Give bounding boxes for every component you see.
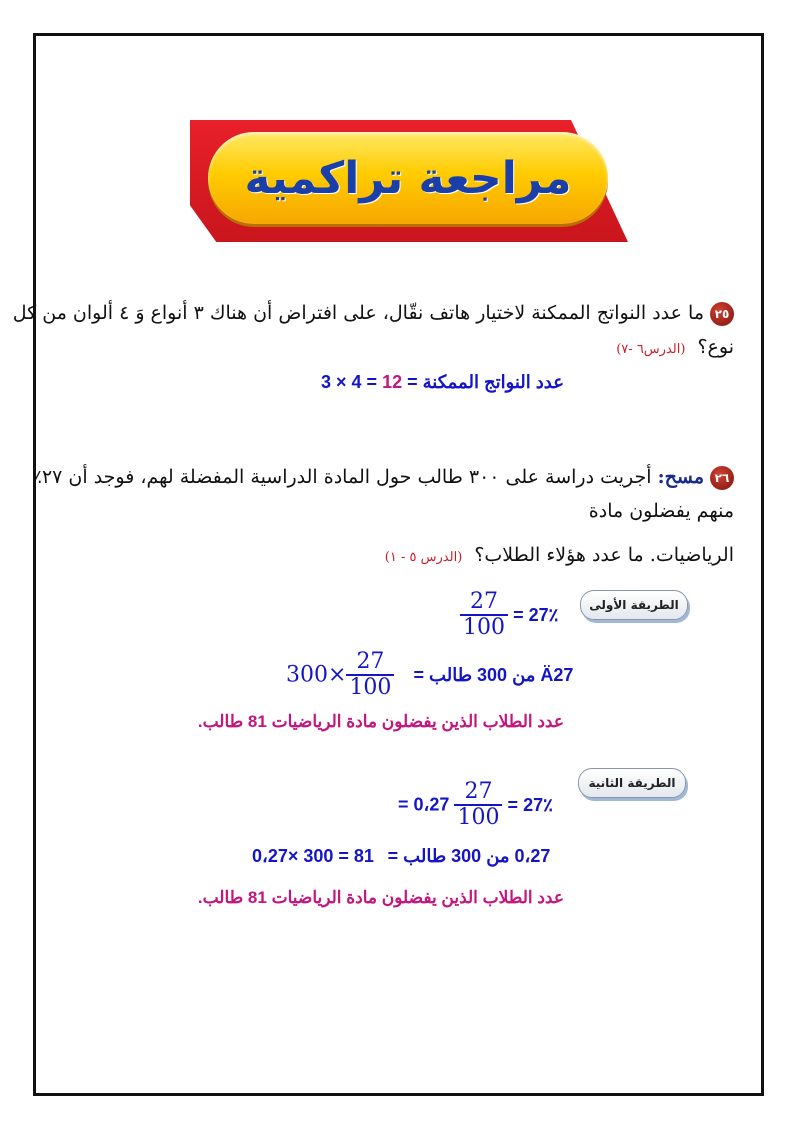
question-25: [0, 296, 734, 367]
step-text: Ä27 من 300 طالب =: [413, 664, 574, 685]
page-title: مراجعة تراكمية: [244, 152, 572, 204]
fraction: [460, 590, 508, 640]
question-text-line2: الرياضيات. ما عدد هؤلاء الطلاب؟: [474, 544, 734, 566]
decimal-value: = 0،27: [398, 794, 450, 815]
question-number-badge: ٢٦: [710, 466, 734, 490]
fraction-denominator: 100: [346, 674, 394, 700]
step-text: 0،27 من 300 طالب =: [387, 846, 551, 866]
multiplier: 300×: [286, 662, 347, 688]
fraction: [346, 650, 394, 700]
method1-step2: [286, 650, 573, 700]
answer-expression: 3 × 4 =: [321, 372, 383, 392]
title-banner: [208, 132, 608, 224]
fraction-numerator: 27: [470, 589, 498, 614]
lesson-reference: (الدرس٦ -٧): [616, 342, 686, 357]
method2-step1: [398, 780, 553, 830]
answer-label: عدد النواتج الممكنة =: [402, 372, 564, 392]
answer-result: 12: [382, 372, 403, 392]
question-text-line1: أجريت دراسة على ٣٠٠ طالب حول المادة الدراسية المفضلة لهم، فوجد أن ٢٧٪ منهم يفضلون مادة: [31, 466, 734, 522]
percent-value: 27٪ =: [513, 604, 559, 625]
question-number-badge: ٢٥: [710, 302, 734, 326]
fraction-numerator: 27: [464, 779, 493, 804]
method1-conclusion: عدد الطلاب الذين يفضلون مادة الرياضيات 81 طالب.: [197, 712, 564, 731]
fraction: [454, 780, 502, 830]
percent-value: 27٪ =: [507, 794, 553, 815]
method1-step1: [460, 590, 558, 640]
fraction-denominator: 100: [454, 804, 502, 830]
fraction-numerator: 27: [356, 649, 385, 674]
method-1-label: الطريقة الأولى: [580, 590, 688, 620]
method2-conclusion: عدد الطلاب الذين يفضلون مادة الرياضيات 81 طالب.: [197, 888, 564, 907]
step-expression: 0،27× 300 = 81: [252, 846, 374, 866]
method-2-label: الطريقة الثانية: [578, 768, 686, 798]
lesson-reference: (الدرس ٥ - ١): [384, 550, 463, 565]
method2-step2: [252, 846, 550, 867]
q25-answer: [321, 372, 564, 393]
fraction-denominator: 100: [460, 614, 508, 640]
question-26: [0, 460, 734, 575]
question-text: ما عدد النواتج الممكنة لاختيار هاتف نقّال، على افتراض أن هناك ٣ أنواع وَ ٤ ألوان من كل نوع؟: [12, 302, 734, 358]
question-keyword: مسح:: [657, 466, 704, 488]
